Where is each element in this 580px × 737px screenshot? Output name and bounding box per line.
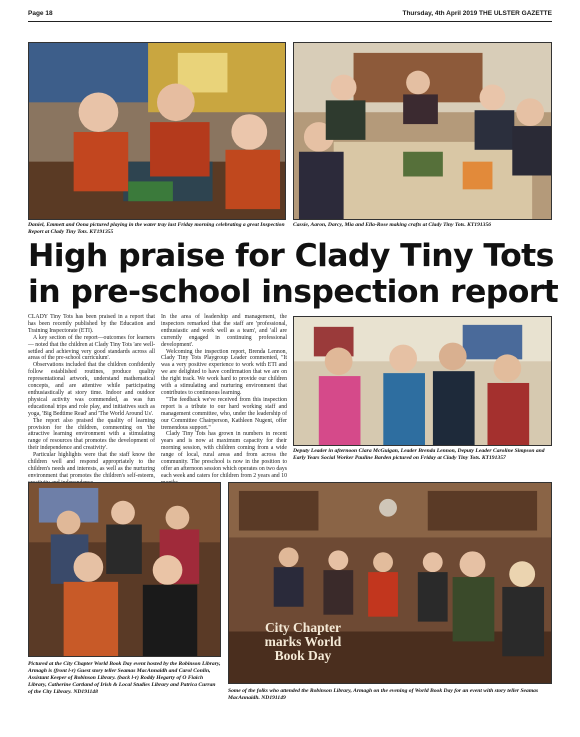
city-chapter-overlay [248, 621, 358, 663]
article-column-2 [161, 314, 287, 487]
caption-audience: Some of the folks who attended the Robinson Library, Armagh on the evening of World Book Day for an event with story teller Seamas MacAnnaidh. ND191149 [228, 688, 539, 701]
article-column-1 [28, 314, 155, 487]
photo-library-group [28, 482, 221, 657]
caption-crafts: Cassie, Aaron, Darcy, Mia and Ella-Rose making crafts at Clady Tiny Tots. KT191356 [293, 222, 492, 228]
photo-water-tray [28, 42, 286, 220]
overlay-line1: City Chapter [264, 620, 342, 635]
caption-water-tray: Daniel, Emmett and Oona pictured playing in the water tray last Friday morning celebrating a great Inspection Report at Clady Tiny Tots. KT191355 [28, 222, 285, 235]
article-paragraph: Observations included that the children confidently follow established routines, produce quality representational artwork, understand mathematical concepts, and are attentive while participating enthusiastically at story time. Indoor and outdoor physical activity was commended, as was fun educational trips and role play, and initiatives such as yoga, 'Big Bedtime Read' and 'The World Around Us'. [28, 362, 155, 417]
overlay-line2: marks World [264, 634, 342, 649]
article-paragraph: "The feedback we've received from this inspection report is a tribute to our hard working staff and management committee, who, under the leadership of our Committee Chairperson, Kathleen Nugent, offer tremendous support." [161, 396, 287, 431]
caption-library: Pictured at the City Chapter World Book Day event hosted by the Robinson Library, Armagh is (front l-r) Guest story teller Seamas MacAnnaidh and Carol Conlin, Assistant Keeper of Robinson Library. (back l-r) Roddy Hegarty of O Fiaich Library, Catherine Cartland of Irish & Local Studies Library and Patrica Curran of the City Library. ND191148 [28, 661, 221, 695]
page-number: Page 18 [28, 10, 53, 17]
caption-staff: Deputy Leader in afternoon Ciara McGuigan, Leader Brenda Lennon, Deputy Leader Caroline Simpson and Early Years Social Worker Pauline Barden pictured on Friday at Clady Tiny Tots. KT191357 [293, 448, 545, 461]
headline-line1: High praise for Clady Tiny Tots [28, 238, 554, 274]
article-paragraph: The report also praised the quality of learning provision for the children, commenting on 'the attractive learning environment with a stimulating range of resources that promotes the development of their independence and creativity'. [28, 417, 155, 452]
dateline: Thursday, 4th April 2019 THE ULSTER GAZETTE [402, 10, 552, 17]
article-paragraph: Welcoming the inspection report, Brenda Lennon, Clady Tiny Tots Playgroup Leader commented, "It was a very positive experience to work with ETI and we are delighted to have confirmation that we are on the right track. We work hard to provide our children with a stimulating and nurturing environment that contributes to continuous learning. [161, 348, 287, 396]
article-paragraph: A key section of the report—outcomes for learners— noted that the children at Clady Tiny Tots 'are well-settled and achieving very good standards across all areas of the pre-school curriculum'. [28, 334, 155, 362]
page-header [28, 8, 552, 22]
headline [28, 238, 559, 310]
article-paragraph: Clady Tiny Tots has grown in numbers in recent years and is now at maximum capacity for their morning session, with children coming from a wide range of local, rural areas and from across the community. The preschool is now in the position to offer an afternoon session which operates on two days each week and caters for children from 2 years and 10 [161, 431, 287, 479]
article-paragraph: In the area of leadership and management, the inspectors remarked that the staff are 'professional, enthusiastic and work well as a team', and 'all are currently engaged in continuing professional development'. [161, 314, 287, 348]
photo-crafts [293, 42, 552, 220]
article-paragraph: Particular highlights were that the staff know the children well and respond appropriately to the children's needs and interests, as well as the nurturing environment that promotes the children's self-esteem, [28, 452, 155, 479]
photo-staff [293, 316, 552, 446]
overlay-line3: Book Day [274, 648, 332, 663]
headline-line2: in pre-school inspection report [28, 274, 559, 310]
article-paragraph: CLADY Tiny Tots has been praised in a report that has been recently published by the Education and Training Inspectorate (ETI). [28, 314, 155, 334]
